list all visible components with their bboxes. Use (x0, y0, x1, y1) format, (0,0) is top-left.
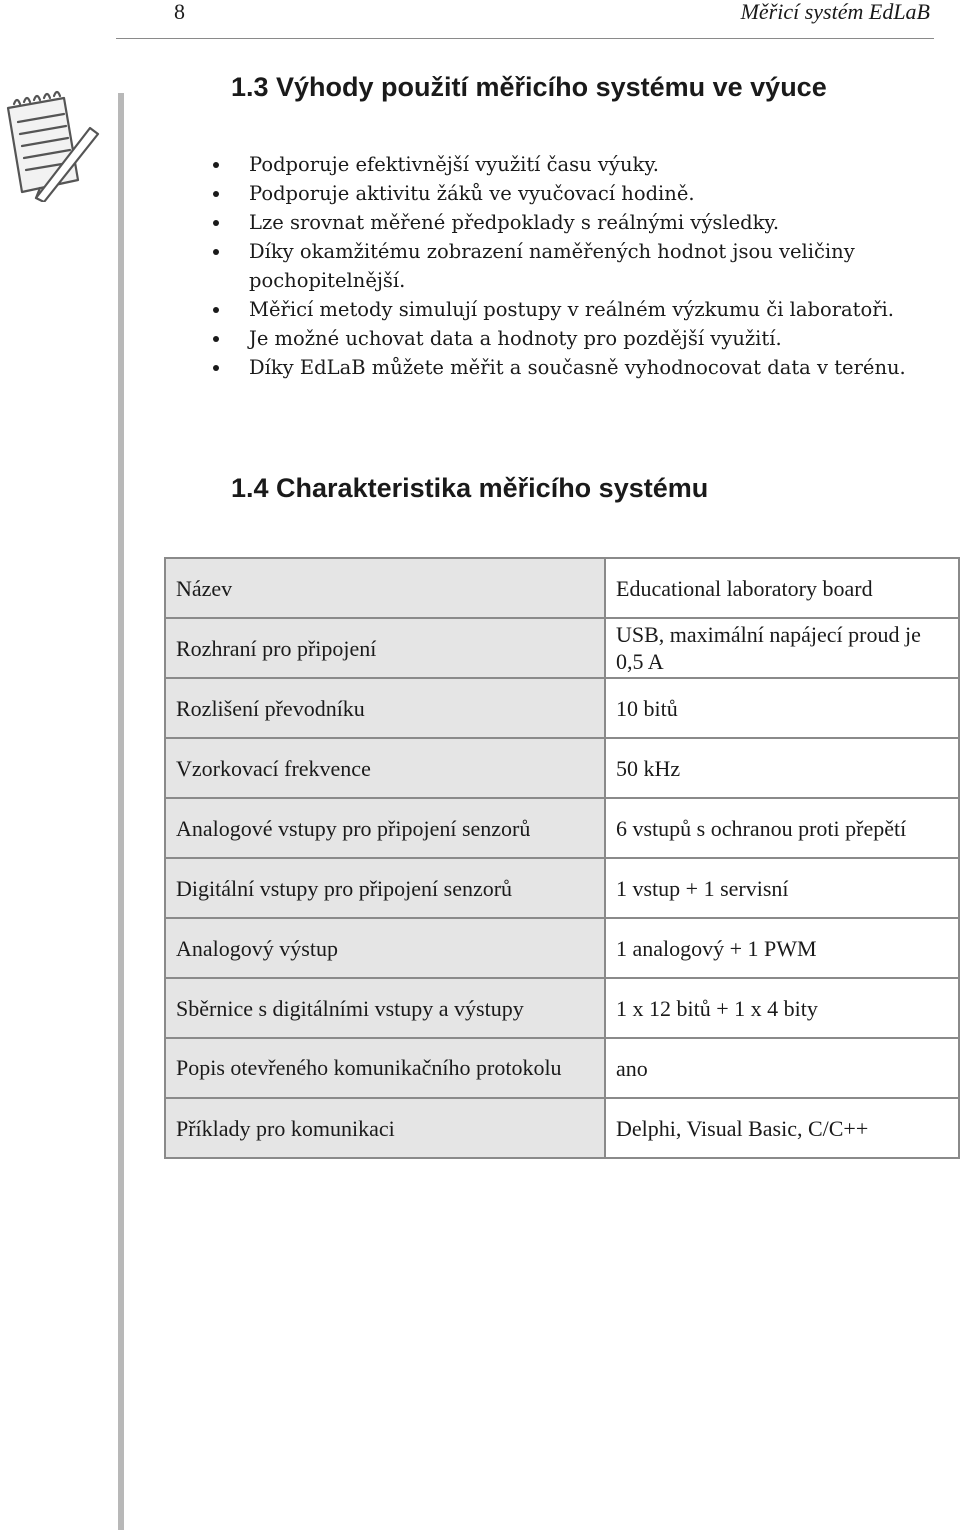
spec-value: 1 analogový + 1 PWM (605, 918, 959, 978)
spec-value: 6 vstupů s ochranou proti přepětí (605, 798, 959, 858)
spec-value: 10 bitů (605, 678, 959, 738)
table-row (165, 1098, 959, 1158)
table-row (165, 558, 959, 618)
spec-label: Rozhraní pro připojení (165, 618, 605, 678)
table-row (165, 1038, 959, 1098)
list-item: Díky okamžitému zobrazení naměřených hodnot jsou veličiny pochopitelnější. (249, 237, 939, 295)
margin-bar (118, 93, 124, 1530)
spec-label: Příklady pro komunikaci (165, 1098, 605, 1158)
list-item: Díky EdLaB můžete měřit a současně vyhodnocovat data v terénu. (249, 353, 939, 382)
specification-table (164, 557, 960, 1159)
spec-value: 1 vstup + 1 servisní (605, 858, 959, 918)
spec-label: Sběrnice s digitálními vstupy a výstupy (165, 978, 605, 1038)
spec-label: Analogové vstupy pro připojení senzorů (165, 798, 605, 858)
table-row (165, 798, 959, 858)
spec-label: Název (165, 558, 605, 618)
list-item: Podporuje efektivnější využití času výuky. (249, 150, 939, 179)
spec-value: Delphi, Visual Basic, C/C++ (605, 1098, 959, 1158)
spec-label: Digitální vstupy pro připojení senzorů (165, 858, 605, 918)
spec-label: Analogový výstup (165, 918, 605, 978)
spec-label: Popis otevřeného komunikačního protokolu (165, 1038, 605, 1098)
table-row (165, 738, 959, 798)
header-rule (116, 38, 934, 39)
table-row (165, 918, 959, 978)
section-heading-1-3: 1.3 Výhody použití měřicího systému ve výuce (231, 72, 827, 102)
spec-value: 50 kHz (605, 738, 959, 798)
advantages-list (249, 150, 939, 382)
spec-label: Vzorkovací frekvence (165, 738, 605, 798)
table-row (165, 978, 959, 1038)
list-item: Je možné uchovat data a hodnoty pro pozdější využití. (249, 324, 939, 353)
list-item: Měřicí metody simulují postupy v reálném výzkumu či laboratoři. (249, 295, 939, 324)
table-row (165, 678, 959, 738)
running-title: Měřicí systém EdLaB (740, 0, 930, 24)
list-item: Podporuje aktivitu žáků ve vyučovací hodině. (249, 179, 939, 208)
spec-value: USB, maximální napájecí proud je 0,5 A (605, 618, 959, 678)
spec-value: 1 x 12 bitů + 1 x 4 bity (605, 978, 959, 1038)
section-heading-1-4: 1.4 Charakteristika měřicího systému (231, 473, 709, 503)
table-row (165, 858, 959, 918)
spec-label: Rozlišení převodníku (165, 678, 605, 738)
page-number: 8 (174, 0, 185, 24)
notepad-pen-icon (0, 84, 100, 202)
list-item: Lze srovnat měřené předpoklady s reálnými výsledky. (249, 208, 939, 237)
table-row (165, 618, 959, 678)
spec-value: ano (605, 1038, 959, 1098)
spec-value: Educational laboratory board (605, 558, 959, 618)
